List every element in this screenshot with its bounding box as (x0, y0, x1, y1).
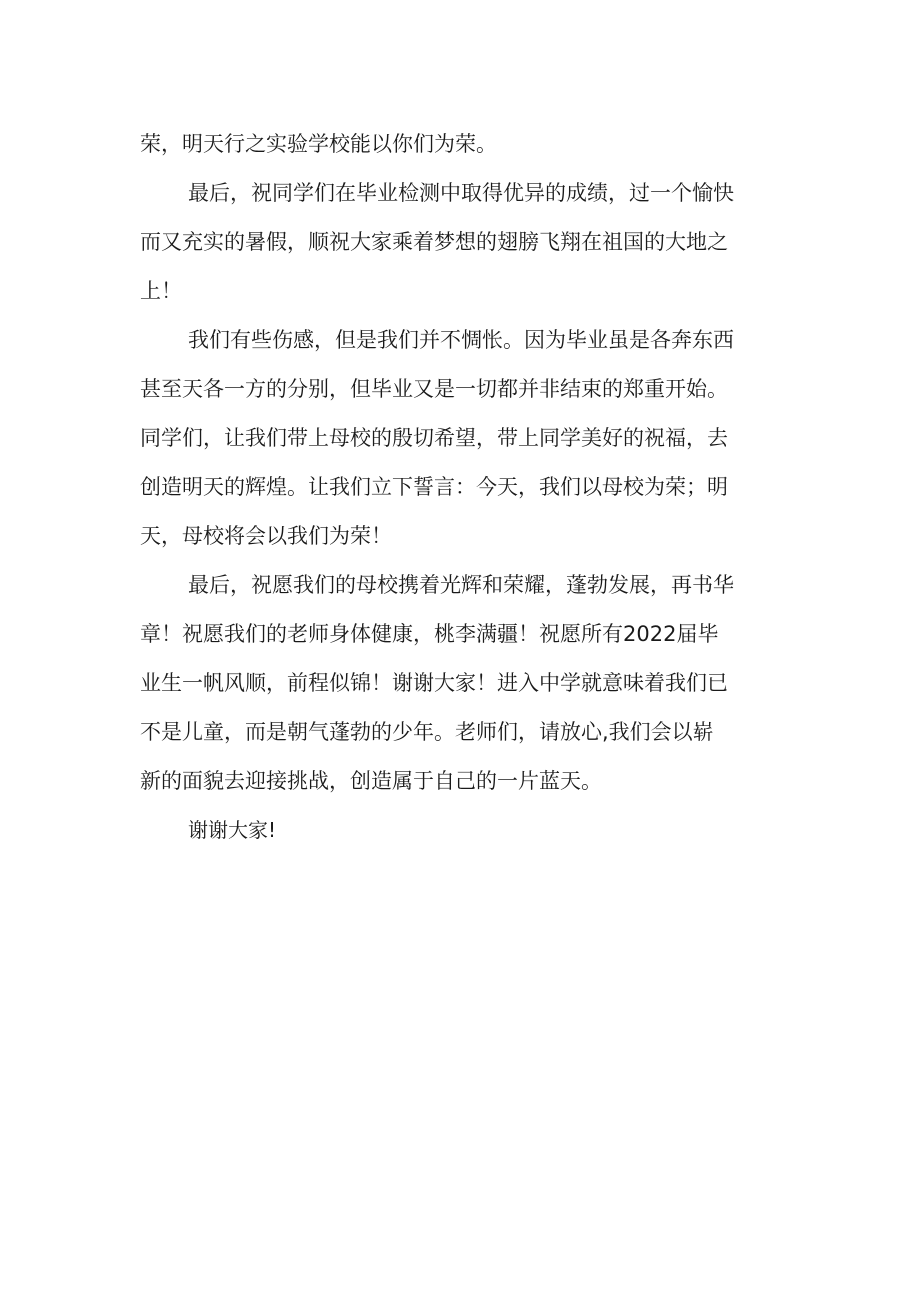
paragraph-line: 荣，明天行之实验学校能以你们为荣。 (140, 132, 497, 156)
paragraph-line: 新的面貌去迎接挑战，创造属于自己的一片蓝天。 (140, 769, 602, 793)
paragraph-line: 同学们，让我们带上母校的殷切希望，带上同学美好的祝福，去 (140, 426, 728, 450)
paragraph-line: 最后，祝同学们在毕业检测中取得优异的成绩，过一个愉快 (188, 181, 734, 205)
document-body (140, 120, 800, 855)
paragraph-4 (140, 561, 800, 806)
closing-line: 谢谢大家! (188, 818, 277, 842)
paragraph-line: 天，母校将会以我们为荣！ (140, 524, 392, 548)
paragraph-line: 最后，祝愿我们的母校携着光辉和荣耀，蓬勃发展，再书华 (188, 573, 734, 597)
paragraph-line: 不是儿童，而是朝气蓬勃的少年。老师们，请放心,我们会以崭 (140, 720, 714, 744)
paragraph-2 (140, 169, 800, 316)
paragraph-line: 创造明天的辉煌。让我们立下誓言：今天，我们以母校为荣；明 (140, 475, 728, 499)
paragraph-3 (140, 316, 800, 561)
paragraph-line: 甚至天各一方的分别，但毕业又是一切都并非结束的郑重开始。 (140, 377, 728, 401)
paragraph-1 (140, 120, 800, 169)
paragraph-line: 章！祝愿我们的老师身体健康，桃李满疆！祝愿所有2022届毕 (140, 622, 719, 646)
paragraph-line: 而又充实的暑假，顺祝大家乘着梦想的翅膀飞翔在祖国的大地之 (140, 230, 728, 254)
paragraph-line: 我们有些伤感，但是我们并不惆怅。因为毕业虽是各奔东西 (188, 328, 734, 352)
paragraph-line: 业生一帆风顺，前程似锦！谢谢大家！进入中学就意味着我们已 (140, 671, 728, 695)
paragraph-line: 上！ (140, 279, 182, 303)
